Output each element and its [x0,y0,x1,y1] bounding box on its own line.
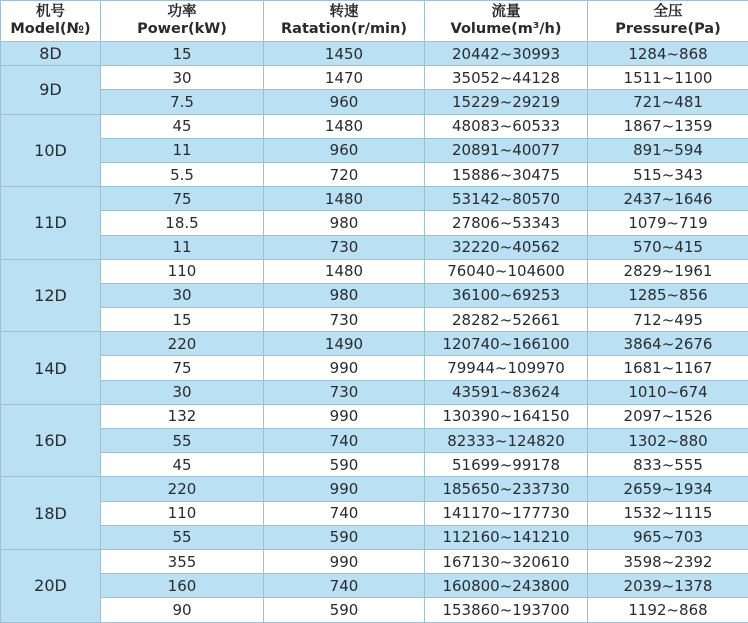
volume-cell: 43591~83624 [425,380,588,404]
volume-cell: 141170~177730 [425,501,588,525]
power-cell: 75 [101,187,264,211]
table-row [1,429,748,453]
header-volume: 流量 Volume(m³/h) [425,1,588,42]
table-body [1,42,748,623]
speed-cell: 590 [264,453,425,477]
power-cell: 7.5 [101,90,264,114]
speed-cell: 730 [264,235,425,259]
pressure-cell: 712~495 [588,308,748,332]
pressure-cell: 1511~1100 [588,66,748,90]
header-speed: 转速 Ratation(r/min) [264,1,425,42]
table-row [1,549,748,573]
model-cell: 18D [1,477,101,550]
speed-cell: 990 [264,404,425,428]
volume-cell: 153860~193700 [425,598,588,622]
volume-cell: 28282~52661 [425,308,588,332]
table-row [1,90,748,114]
header-power: 功率 Power(kW) [101,1,264,42]
speed-cell: 990 [264,549,425,573]
pressure-cell: 515~343 [588,162,748,186]
volume-cell: 76040~104600 [425,259,588,283]
pressure-cell: 833~555 [588,453,748,477]
pressure-cell: 2829~1961 [588,259,748,283]
header-model: 机号 Model(№) [1,1,101,42]
model-cell: 8D [1,42,101,66]
table-row [1,235,748,259]
pressure-cell: 3598~2392 [588,549,748,573]
volume-cell: 51699~99178 [425,453,588,477]
pressure-cell: 891~594 [588,138,748,162]
speed-cell: 960 [264,138,425,162]
pressure-cell: 1302~880 [588,429,748,453]
volume-cell: 185650~233730 [425,477,588,501]
speed-cell: 1470 [264,66,425,90]
model-cell: 10D [1,114,101,187]
power-cell: 55 [101,525,264,549]
table-row [1,477,748,501]
volume-cell: 82333~124820 [425,429,588,453]
table-row [1,525,748,549]
speed-cell: 990 [264,477,425,501]
power-cell: 18.5 [101,211,264,235]
pressure-cell: 1079~719 [588,211,748,235]
pressure-cell: 965~703 [588,525,748,549]
power-cell: 160 [101,574,264,598]
power-cell: 55 [101,429,264,453]
header-pressure: 全压 Pressure(Pa) [588,1,748,42]
pressure-cell: 1681~1167 [588,356,748,380]
table-row [1,187,748,211]
power-cell: 11 [101,235,264,259]
pressure-cell: 1285~856 [588,283,748,307]
speed-cell: 1480 [264,187,425,211]
volume-cell: 130390~164150 [425,404,588,428]
speed-cell: 730 [264,380,425,404]
volume-cell: 36100~69253 [425,283,588,307]
speed-cell: 990 [264,356,425,380]
pressure-cell: 2437~1646 [588,187,748,211]
table-row [1,332,748,356]
pressure-cell: 2659~1934 [588,477,748,501]
speed-cell: 590 [264,598,425,622]
model-cell: 11D [1,187,101,260]
power-cell: 11 [101,138,264,162]
speed-cell: 590 [264,525,425,549]
table-row [1,66,748,90]
table-header [1,1,748,42]
power-cell: 220 [101,332,264,356]
pressure-cell: 721~481 [588,90,748,114]
power-cell: 110 [101,259,264,283]
power-cell: 30 [101,380,264,404]
model-cell: 14D [1,332,101,405]
speed-cell: 1480 [264,114,425,138]
pressure-cell: 1284~868 [588,42,748,66]
speed-cell: 1490 [264,332,425,356]
power-cell: 30 [101,283,264,307]
speed-cell: 740 [264,501,425,525]
table-row [1,356,748,380]
volume-cell: 53142~80570 [425,187,588,211]
power-cell: 220 [101,477,264,501]
header-row [1,1,748,42]
volume-cell: 112160~141210 [425,525,588,549]
power-cell: 5.5 [101,162,264,186]
table-row [1,404,748,428]
model-cell: 12D [1,259,101,332]
volume-cell: 20442~30993 [425,42,588,66]
table-row [1,574,748,598]
table-row [1,283,748,307]
power-cell: 30 [101,66,264,90]
volume-cell: 48083~60533 [425,114,588,138]
pressure-cell: 570~415 [588,235,748,259]
speed-cell: 740 [264,429,425,453]
power-cell: 90 [101,598,264,622]
table-row [1,259,748,283]
speed-cell: 980 [264,211,425,235]
table-row [1,501,748,525]
speed-cell: 740 [264,574,425,598]
pressure-cell: 3864~2676 [588,332,748,356]
volume-cell: 27806~53343 [425,211,588,235]
volume-cell: 35052~44128 [425,66,588,90]
table-row [1,598,748,622]
model-cell: 9D [1,66,101,114]
power-cell: 355 [101,549,264,573]
volume-cell: 20891~40077 [425,138,588,162]
pressure-cell: 1010~674 [588,380,748,404]
volume-cell: 120740~166100 [425,332,588,356]
pressure-cell: 1192~868 [588,598,748,622]
model-cell: 16D [1,404,101,477]
volume-cell: 15229~29219 [425,90,588,114]
power-cell: 15 [101,42,264,66]
volume-cell: 79944~109970 [425,356,588,380]
table-row [1,138,748,162]
power-cell: 15 [101,308,264,332]
pressure-cell: 1867~1359 [588,114,748,138]
speed-cell: 960 [264,90,425,114]
table-row [1,162,748,186]
power-cell: 45 [101,114,264,138]
pressure-cell: 1532~1115 [588,501,748,525]
speed-cell: 720 [264,162,425,186]
table-row [1,453,748,477]
table-row [1,42,748,66]
table-row [1,114,748,138]
power-cell: 110 [101,501,264,525]
volume-cell: 15886~30475 [425,162,588,186]
model-cell: 20D [1,549,101,622]
speed-cell: 1450 [264,42,425,66]
table-row [1,308,748,332]
volume-cell: 167130~320610 [425,549,588,573]
power-cell: 75 [101,356,264,380]
speed-cell: 1480 [264,259,425,283]
power-cell: 132 [101,404,264,428]
table-row [1,380,748,404]
volume-cell: 160800~243800 [425,574,588,598]
volume-cell: 32220~40562 [425,235,588,259]
table-row [1,211,748,235]
speed-cell: 980 [264,283,425,307]
power-cell: 45 [101,453,264,477]
pressure-cell: 2039~1378 [588,574,748,598]
speed-cell: 730 [264,308,425,332]
pressure-cell: 2097~1526 [588,404,748,428]
